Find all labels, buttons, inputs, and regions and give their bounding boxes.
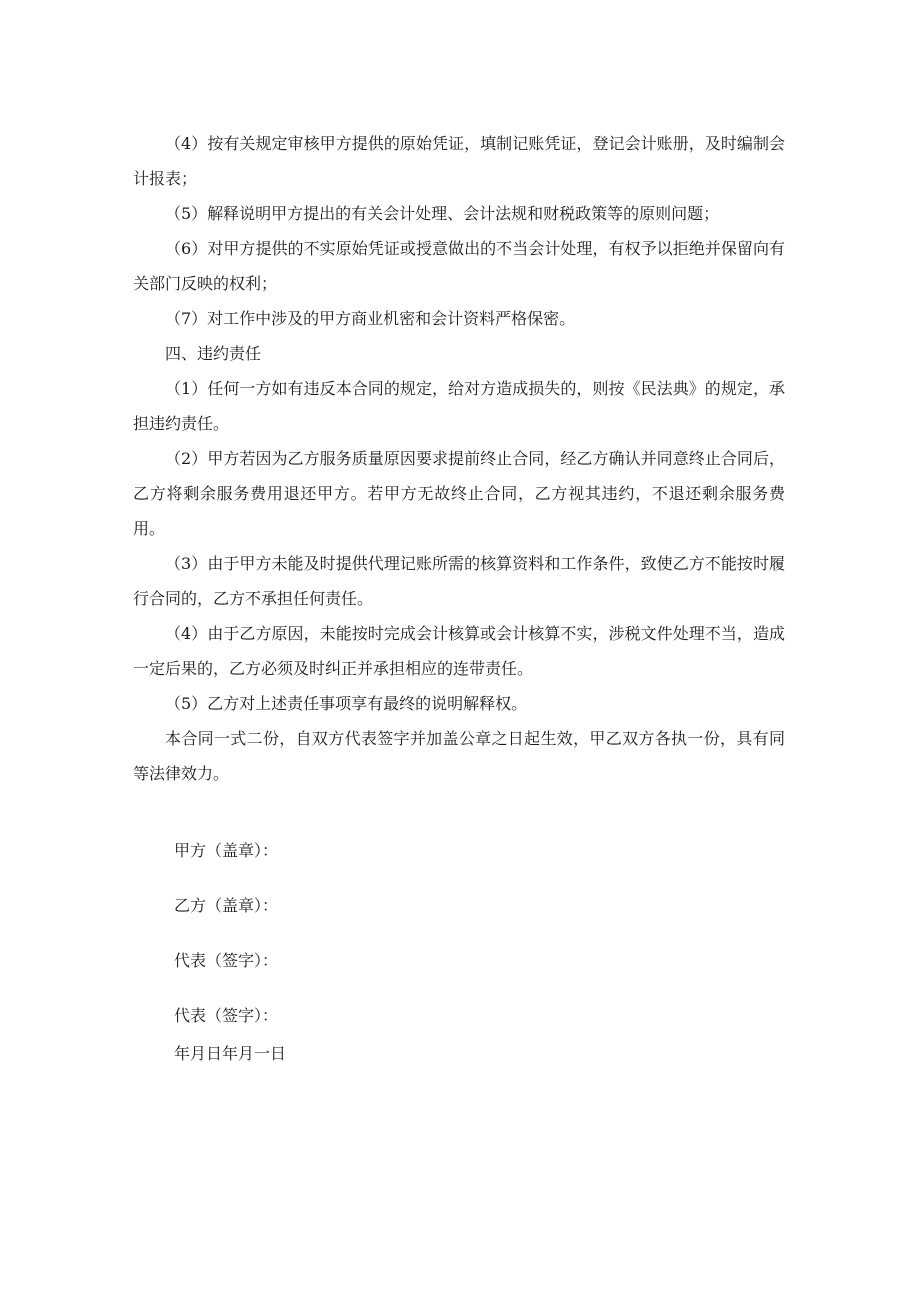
clause-4-5: （5）乙方对上述责任事项享有最终的说明解释权。 (165, 694, 528, 713)
clause-3-6: （6）对甲方提供的不实原始凭证或授意做出的不当会计处理，有权予以拒绝并保留向有关部门反映的权利； (133, 239, 785, 293)
signature-party-a: 甲方（盖章）： (174, 841, 279, 860)
signature-party-b-block (174, 888, 574, 923)
signature-rep-1-block (174, 943, 574, 978)
clause-3-5: （5）解释说明甲方提出的有关会计处理、会计法规和财税政策等的原则问题； (165, 204, 720, 223)
signature-representative-2: 代表（签字）： (174, 1006, 279, 1025)
signature-party-a-block (174, 833, 574, 868)
closing-paragraph: 本合同一式二份，自双方代表签字并加盖公章之日起生效，甲乙双方各执一份，具有同等法律效力。 (133, 729, 785, 783)
signature-date: 年月日年月一日 (174, 1044, 287, 1063)
signature-representative-1: 代表（签字）： (174, 951, 279, 970)
section-4-heading: 四、违约责任 (165, 344, 262, 363)
clause-4-1: （1）任何一方如有违反本合同的规定，给对方造成损失的，则按《民法典》的规定，承担违约责任。 (133, 379, 785, 433)
signature-rep-2-block (174, 998, 574, 1033)
signature-date-block (174, 1036, 574, 1071)
clause-4-3: （3）由于甲方未能及时提供代理记账所需的核算资料和工作条件，致使乙方不能按时履行合同的，乙方不承担任何责任。 (133, 554, 785, 608)
clause-4-4: （4）由于乙方原因，未能按时完成会计核算或会计核算不实，涉税文件处理不当，造成一定后果的，乙方必须及时纠正并承担相应的连带责任。 (133, 624, 785, 678)
contract-body (133, 126, 785, 791)
clause-4-2: （2）甲方若因为乙方服务质量原因要求提前终止合同，经乙方确认并同意终止合同后，乙方将剩余服务费用退还甲方。若甲方无故终止合同，乙方视其违约，不退还剩余服务费用。 (133, 449, 785, 538)
clause-3-7: （7）对工作中涉及的甲方商业机密和会计资料严格保密。 (165, 309, 576, 328)
signature-party-b: 乙方（盖章）： (174, 896, 279, 915)
clause-3-4: （4）按有关规定审核甲方提供的原始凭证，填制记账凭证，登记会计账册，及时编制会计报表； (133, 134, 785, 188)
